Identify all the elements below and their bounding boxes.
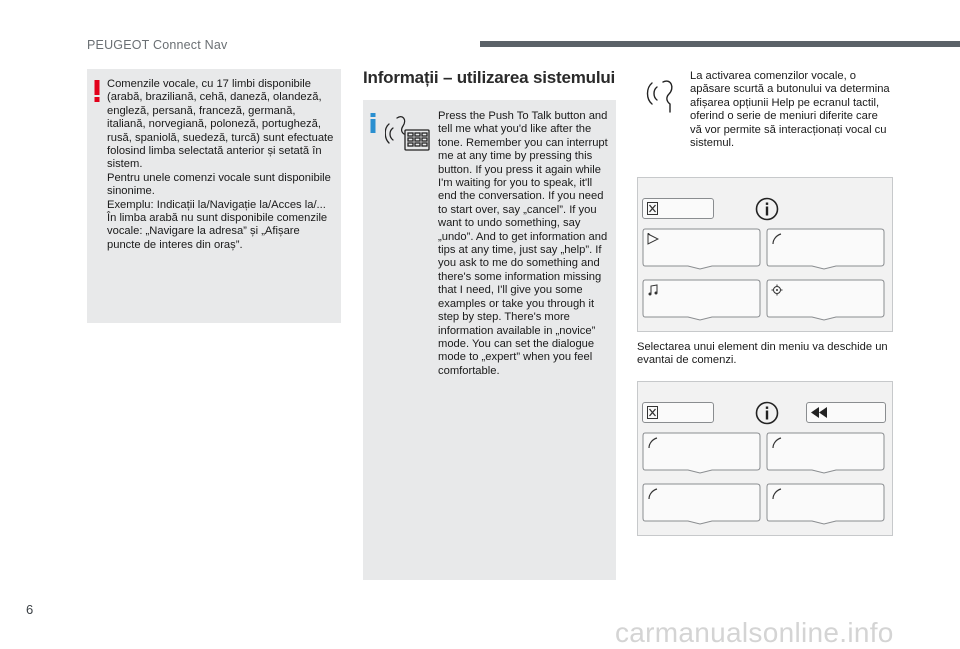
watermark: carmanualsonline.info (615, 617, 894, 648)
exclamation-icon (93, 80, 101, 102)
section-title: Informații – utilizarea sistemului (363, 68, 616, 87)
info-circle-icon[interactable] (755, 197, 779, 221)
voice-icon (643, 78, 683, 114)
close-icon (647, 406, 658, 419)
menu-tile-settings[interactable] (766, 279, 884, 319)
help-screen (637, 177, 893, 332)
phone-icon (647, 488, 659, 500)
close-tab[interactable] (642, 198, 714, 219)
music-icon (647, 284, 659, 296)
header-title: PEUGEOT Connect Nav (87, 38, 228, 52)
command-tile[interactable] (642, 483, 760, 523)
command-tile[interactable] (642, 432, 760, 472)
info-circle-icon[interactable] (755, 401, 779, 425)
navigation-icon (647, 233, 659, 245)
menu-select-text: Selectarea unui element din meniu va deschide un evantai de comenzi. (637, 341, 888, 367)
rewind-icon (811, 407, 827, 418)
menu-tile-phone[interactable] (766, 228, 884, 268)
commands-screen (637, 381, 893, 536)
phone-icon (771, 233, 783, 245)
page-number: 6 (26, 602, 34, 617)
info-letter-icon (369, 113, 377, 133)
close-tab[interactable] (642, 402, 714, 423)
header-bar (480, 41, 960, 47)
command-tile[interactable] (766, 483, 884, 523)
phone-icon (771, 437, 783, 449)
voice-keypad-icon (385, 112, 431, 152)
warning-text: Comenzile vocale, cu 17 limbi disponibile (arabă, braziliană, cehă, daneză, olandeză, engleză, persană, franceză, germană, italiană, norvegiană, poloneză, portugheză, rusă, spaniolă, suedeză, turcă) sunt efectuate folosind limba selectată anterior și setată în sistem. Pentru unele comenzi vocale sunt disponibile sinonime. Exemplu: Indicații la/Navigație la/Acces la/... În limba arabă nu sunt disponibile comenzile vocale: „Navigare la adresa” și „Afișare puncte de interes din oraș”. (107, 78, 334, 251)
back-tab[interactable] (806, 402, 886, 423)
close-icon (647, 202, 658, 215)
voice-activation-text: La activarea comenzilor vocale, o apăsare scurtă a butonului va determina afișarea opțiunii Help pe ecranul tactil, oferind o serie de meniuri diferite care vă vor permite să interacționați vocal cu sistemul. (690, 70, 890, 150)
menu-tile-navigation[interactable] (642, 228, 760, 268)
menu-tile-music[interactable] (642, 279, 760, 319)
phone-icon (647, 437, 659, 449)
info-text: Press the Push To Talk button and tell me what you'd like after the tone. Remember you can interrupt me at any time by pressing this button. If you press it again while I'm waiting for you to speak, it'll end the conversation. If you need to start over, say „cancel”. If you want to undo something, say „undo”. And to get information and tips at any time, just say „help”. If you ask to me do something and there's some information missing that I need, I'll give you some examples or take you through it step by step. There's more information available in „novice” mode. You can set the dialogue mode to „expert” when you feel comfortable. (438, 110, 608, 377)
command-tile[interactable] (766, 432, 884, 472)
settings-icon (771, 284, 783, 296)
phone-icon (771, 488, 783, 500)
